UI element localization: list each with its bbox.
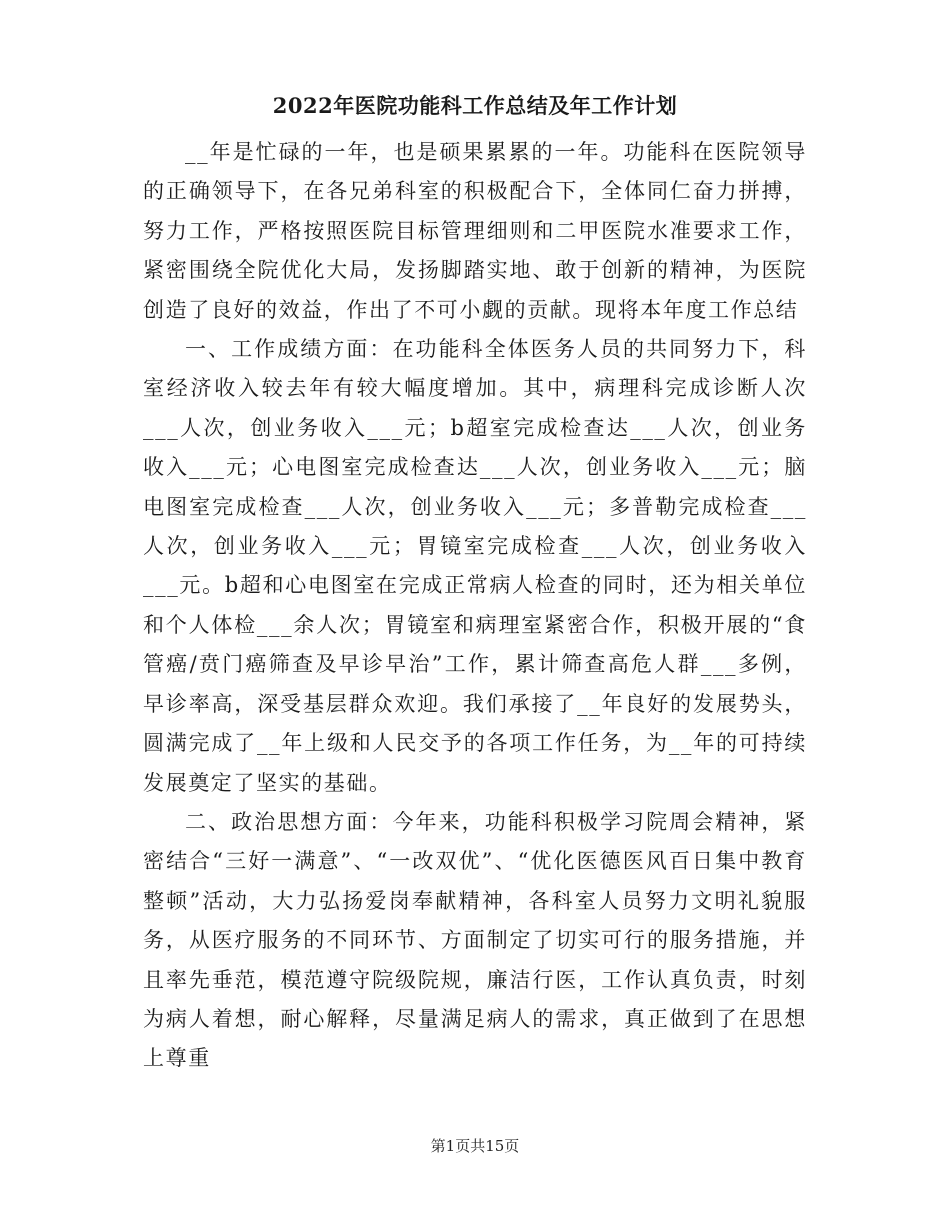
page-number-footer: 第1页共15页: [430, 1137, 520, 1155]
paragraph-intro: __年是忙碌的一年，也是硕果累累的一年。功能科在医院领导的正确领导下，在各兄弟科室的积极配合下，全体同仁奋力拼搏，努力工作，严格按照医院目标管理细则和二甲医院水准要求工作，紧密围绕全院优化大局，发扬脚踏实地、敢于创新的精神，为医院创造了良好的效益，作出了不可小觑的贡献。现将本年度工作总结: [143, 140, 807, 322]
paragraph-work-achievements: 一、工作成绩方面：在功能科全体医务人员的共同努力下，科室经济收入较去年有较大幅度增加。其中，病理科完成诊断人次___人次，创业务收入___元；b超室完成检查达___人次，创业务收入___元；心电图室完成检查达___人次，创业务收入___元；脑电图室完成检查___人次，创业务收入___元；多普勒完成检查___人次，创业务收入___元；胃镜室完成检查___人次，创业务收入___元。b超和心电图室在完成正常病人检查的同时，还为相关单位和个人体检___余人次；胃镜室和病理室紧密合作，积极开展的“食管癌/贲门癌筛查及早诊早治”工作，累计筛查高危人群___多例，早诊率高，深受基层群众欢迎。我们承接了__年良好的发展势头，圆满完成了__年上级和人民交予的各项工作任务，为__年的可持续发展奠定了坚实的基础。: [143, 337, 807, 795]
paragraph-political-thought: 二、政治思想方面：今年来，功能科积极学习院周会精神，紧密结合“三好一满意”、“一改双优”、“优化医德医风百日集中教育整顿”活动，大力弘扬爱岗奉献精神，各科室人员努力文明礼貌服务，从医疗服务的不同环节、方面制定了切实可行的服务措施，并且率先垂范，模范遵守院级院规，廉洁行医，工作认真负责，时刻为病人着想，耐心解释，尽量满足病人的需求，真正做到了在思想上尊重: [143, 809, 807, 1071]
document-title: 2022年医院功能科工作总结及年工作计划: [272, 93, 678, 118]
document-body: [143, 133, 807, 1079]
